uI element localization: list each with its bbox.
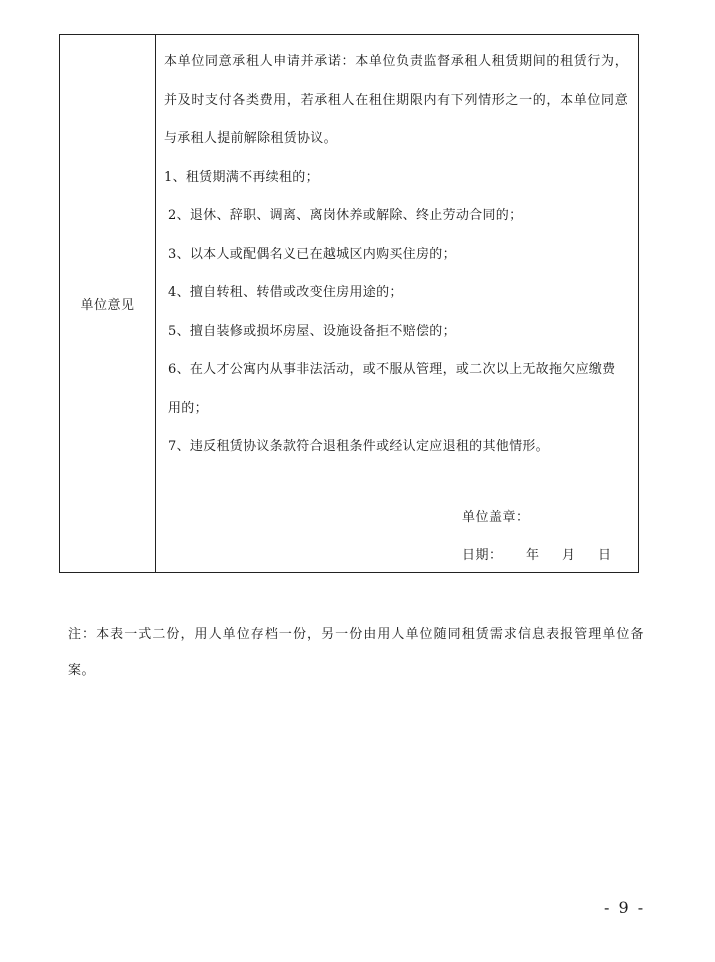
date-row: [462, 544, 612, 563]
clause-list: [164, 159, 628, 467]
clause-item: 3、以本人或配偶名义已在越城区内购买住房的；: [168, 246, 456, 262]
seal-label: 单位盖章：: [462, 510, 530, 525]
clause-item: 4、擅自转租、转借或改变住房用途的；: [168, 285, 403, 300]
opinion-label: 单位意见: [80, 298, 135, 313]
clause-item: 2、退休、辞职、调离、离岗休养或解除、终止劳动合同的；: [168, 208, 523, 223]
clause-item: 6、在人才公寓内从事非法活动，或不服从管理，或二次以上无故拖欠应缴费用的；: [168, 362, 616, 416]
date-year-label: 年: [526, 548, 540, 563]
date-month-label: 月: [562, 548, 576, 563]
clause-item: 5、擅自装修或损坏房屋、设施设备拒不赔偿的；: [168, 323, 456, 339]
opinion-content-cell: [156, 35, 638, 572]
commitment-intro: 本单位同意承租人申请并承诺：本单位负责监督承租人租赁期间的租赁行为，并及时支付各类费用，若承租人在租住期限内有下列情形之一的，本单位同意与承租人提前解除租赁协议。: [164, 54, 628, 146]
date-label: 日期：: [462, 548, 503, 563]
page-number: - 9 -: [604, 898, 646, 917]
date-day-label: 日: [598, 548, 612, 563]
opinion-table: [59, 34, 639, 573]
clause-item: 7、违反租赁协议条款符合退租条件或经认定应退租的其他情形。: [168, 439, 549, 454]
clause-item: 1、租赁期满不再续租的；: [164, 169, 319, 185]
footnote: 注：本表一式二份，用人单位存档一份，另一份由用人单位随同租赁需求信息表报管理单位备案。: [68, 627, 644, 678]
opinion-label-cell: [60, 35, 156, 572]
